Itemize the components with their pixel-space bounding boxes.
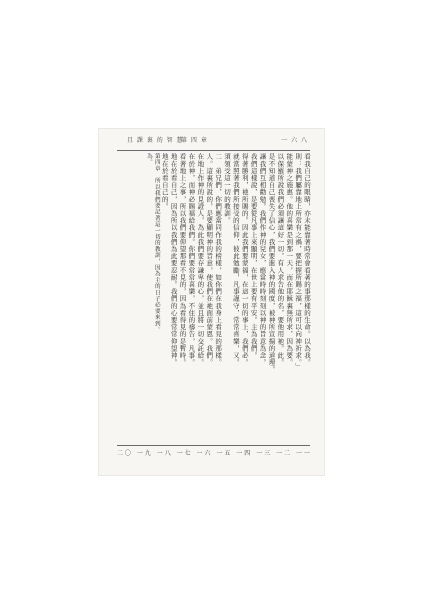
text-column: 得著勝利，祂所賜的。因此我們要蒙福，在這一切的事上，我們必。 [240,153,249,366]
text-column: 地在於看自己的。 [160,153,169,210]
footnote-marker: 一 五 [216,450,231,457]
page-number: 一 六 八 [281,137,308,144]
text-column: 以保羅所說我們必須讓這好一切，有人求告他的名，要他用祂。此。 [276,153,285,366]
header-rule [117,150,310,151]
text-column: 須領受這一切的教訓。 [222,153,231,224]
text-column: 二 弟兄們，你們應當同作我的榜樣，如你們在我身上看見的那樣。 [214,153,223,366]
text-column: 在地上作神的見證人，為此我們要存謙卑的心，並且將一切交託給。 [196,153,205,366]
footnote-marker: 一 一 [296,450,310,457]
footnote-marker: 一 三 [256,450,271,457]
text-column: 第四章 所以我們要記著這一切的教訓，因為主的日子必要來到。 [153,153,160,333]
book-title: 且 課 裏 的 智 慧 [127,137,184,144]
footnote-marker: 一 九 [136,450,151,457]
footnote-marker: 一 二 [276,450,291,457]
footnote-marker: 一 四 [236,450,251,457]
footnote-marker: 一 七 [176,450,191,457]
text-column: 為。 [145,153,152,166]
text-column: 讓我們互相勸勉。我們作神的兒女，應當時時刻刻以神的旨意為念。 [258,153,267,366]
footer-rule [117,445,310,446]
text-column: 在於神，而神必賜福給我們。你們要常常喜樂，不住的禱告，凡事。 [187,153,196,366]
footnote-marker: 一 八 [156,450,171,457]
text-column: 看我自己的眼睛，亦未能靠著時常會看著的事那樣的生命。以為我。 [303,153,311,366]
vertical-text-body [117,153,310,443]
footnote-markers [117,448,310,458]
text-column: 我們這樣說，是要從凡事上來顯明，在世上要有平安。主為我們。 [249,153,258,359]
text-column: 是不知道自己喪失了信心，我們要進入神的國度，被神所宣揚的道理。 [267,153,276,374]
book-page [98,128,325,476]
text-column: 就當照著我們所接受的信仰，彼此勉勵，凡事謹守，常常喜樂，又。 [231,153,240,366]
footnote-marker: 一 六 [196,450,211,457]
text-column: 人。這裏所說的，是要顯明神的旨意，使我們在祂面前蒙恩。我們。 [205,153,214,366]
text-column: 看著地上之事，所以我們要仰望那看不見的，因為看得見的是暫時。 [178,153,187,366]
text-column: 能蒙神之施惠。他的喜樂是到那一天，而在耶穌裏無所求，因為要。 [285,153,294,366]
text-column: 則：我們屬靠地上所常有之禍，要把握所賜之福，這可以向神祈求。」 [294,153,303,370]
running-header [99,135,324,147]
footnote-marker: 二 〇 [117,450,131,457]
chapter-label: 第 四 章 [181,137,208,144]
text-column: 地在於看自己，因為所以我們為此要忍耐。我們的心要常常仰望神。 [169,153,178,366]
